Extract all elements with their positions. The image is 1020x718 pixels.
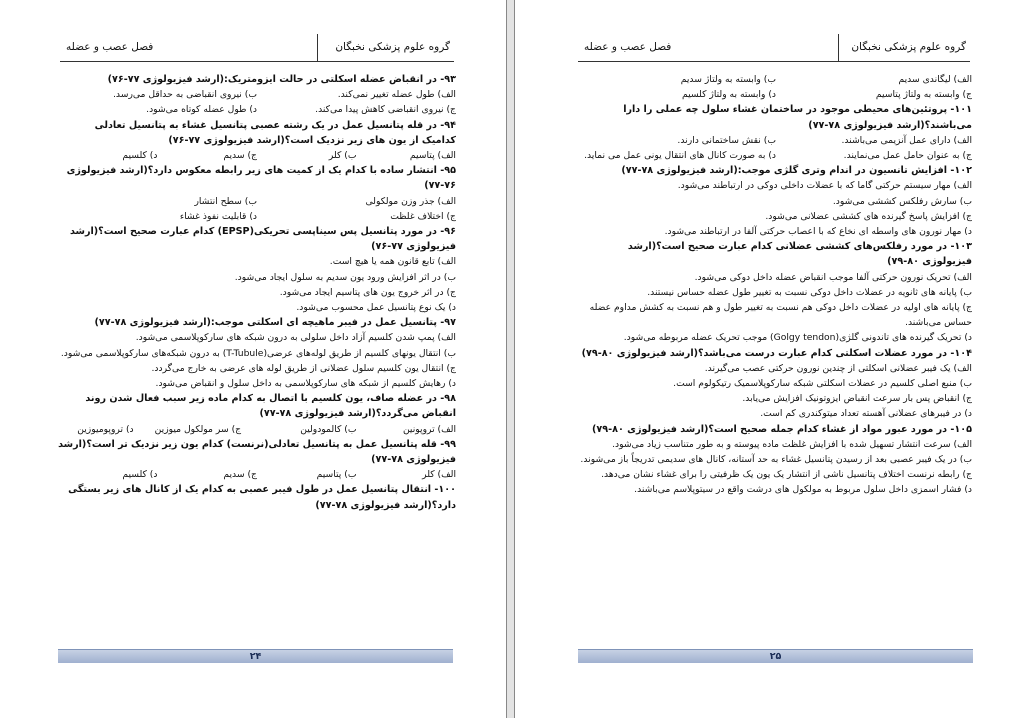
- option-d: د) فشار اسمزی داخل سلول مربوط به مولکول های درشت واقع در سیتوپلاسم می‌باشند.: [634, 484, 972, 496]
- option-d: د) تحریک گیرنده های تاندونی گلژی(Golgy tendon) موجب تحریک عضله مربوطه می‌شود.: [623, 332, 972, 344]
- options-row: [58, 102, 456, 117]
- option-a: الف) یک فیبر عضلانی اسکلتی از چندین نورون حرکتی عصب می‌گیرند.: [704, 362, 972, 374]
- option-d: د) کلسیم: [122, 469, 158, 481]
- question-97: ۹۷- پتانسیل عمل در فیبر ماهیچه ای اسکلتی موجب:(ارشد فیزیولوژی ۷۸-۷۷): [94, 317, 456, 329]
- question-102: ۱۰۲- افزایش تانسیون در اندام وتری گلژی موجب:(ارشد فیزیولوژی ۷۸-۷۷): [621, 165, 972, 177]
- option-c: ج) به عنوان حامل عمل می‌نمایند.: [843, 150, 972, 162]
- options-row: [58, 194, 456, 209]
- options-row: [58, 148, 456, 163]
- option-b: ب) وابسته به ولتاژ سدیم: [680, 74, 776, 85]
- question-93: ۹۳- در انقباض عضله اسکلتی در حالت ایزومتریک:(ارشد فیزیولوژی ۷۷-۷۶): [107, 74, 456, 85]
- option-c: ج) انقباض پس بار سرعت انقباض ایزوتونیک افزایش می‌یابد.: [742, 393, 972, 405]
- option-d: د) کلسیم: [122, 150, 158, 162]
- option-d: د) یک نوع پتانسیل عمل محسوب می‌شود.: [296, 302, 456, 314]
- option-a: الف) سرعت انتشار تسهیل شده با افزایش غلظت ماده پیوسته و به طور متناسب زیاد می‌شود.: [612, 438, 972, 450]
- question-96: ۹۶- در مورد پتانسیل پس سیناپسی تحریکی(EPSP) کدام عبارت صحیح است؟(ارشد فیزیولوژی ۷۷-۷۶): [69, 226, 456, 253]
- option-d: د) وابسته به ولتاژ کلسیم: [681, 89, 776, 101]
- option-c: ج) در اثر خروج یون های پتاسیم ایجاد می‌شود.: [279, 286, 456, 298]
- question-101: ۱۰۱- پروتئین‌های محیطی موجود در ساختمان غشاء سلول چه عملی را دارا می‌باشند؟(ارشد فیزیولوژی ۷۸-۷۷): [623, 104, 972, 131]
- option-a: الف) تحریک نورون حرکتی آلفا موجب انقباض عضله داخل دوکی می‌شود.: [694, 271, 972, 283]
- option-c: ج) نیروی انقباضی کاهش پیدا می‌کند.: [315, 104, 456, 116]
- option-a: الف) لیگاندی سدیم: [898, 74, 972, 85]
- header-separator: [317, 34, 318, 62]
- header-chapter: فصل عصب و عضله: [584, 41, 672, 53]
- question-98: ۹۸- در عضله صاف، یون کلسیم با اتصال به کدام ماده زیر سبب فعال شدن روند انقباض می‌گردد؟(ارشد فیزیولوژی ۷۸-۷۷): [85, 393, 456, 420]
- options-row: [58, 209, 456, 224]
- option-a: الف) کلر: [422, 469, 456, 481]
- options-row: [580, 72, 972, 87]
- option-c: ج) سدیم: [223, 469, 257, 481]
- option-a: الف) پمپ شدن کلسیم آزاد داخل سلولی به درون شبکه های سارکوپلاسمی می‌شود.: [135, 332, 456, 344]
- page-footer: [58, 649, 453, 663]
- option-c: ج) سدیم: [223, 150, 257, 162]
- option-d: د) طول عضله کوتاه می‌شود.: [146, 104, 257, 116]
- question-104: ۱۰۴- در مورد عضلات اسکلتی کدام عبارت درست می‌باشد؟(ارشد فیزیولوژی ۸۰-۷۹): [581, 347, 972, 359]
- header-title: گروه علوم پزشکی نخبگان: [335, 41, 450, 53]
- question-94: ۹۴- در قله پتانسیل عمل در یک رشته عصبی پتانسیل غشاء به پتانسیل تعادلی کدامیک از یون های زیر نزدیک است؟(ارشد فیزیولوژی ۷۷-۷۶): [94, 119, 456, 146]
- options-row: [580, 133, 972, 148]
- option-b: ب) پایانه های ثانویه در عضلات داخل دوکی نسبت به تغییر طول عضله حساس نیستند.: [647, 286, 972, 298]
- question-103: ۱۰۳- در مورد رفلکس‌های کششی عضلانی کدام عبارت صحیح است؟(ارشد فیزیولوژی ۸۰-۷۹): [627, 241, 972, 268]
- option-c: ج) پایانه های اولیه در عضلات داخل دوکی هم نسبت به تغییر طول و هم نسبت به کشش مداوم عضله حساس می‌باشند.: [589, 302, 972, 329]
- page-body: [58, 72, 456, 513]
- option-d: د) مهار نورون های واسطه ای نخاع که با اعصاب حرکتی آلفا در ارتباطند می‌شود.: [664, 226, 972, 238]
- option-a: الف) جذر وزن مولکولی: [365, 195, 456, 207]
- option-b: ب) در اثر افزایش ورود یون سدیم به سلول ایجاد می‌شود.: [234, 271, 456, 283]
- option-c: ج) وابسته به ولتاژ پتاسیم: [875, 89, 972, 101]
- header-rule: [578, 61, 970, 62]
- header-rule: [60, 61, 454, 62]
- option-b: ب) سطح انتشار: [194, 195, 257, 207]
- option-b: ب) منبع اصلی کلسیم در عضلات اسکلتی شبکه سارکوپلاسمیک رتیکولوم است.: [673, 378, 972, 390]
- option-c: ج) سر مولکول میوزین: [154, 423, 242, 435]
- option-d: د) تروپومیوزین: [77, 423, 134, 435]
- option-a: الف) پتاسیم: [409, 150, 456, 162]
- option-b: ب) کالمودولین: [300, 423, 357, 435]
- question-99: ۹۹- قله پتانسیل عمل به پتانسیل تعادلی(نرنست) کدام یون زیر نزدیک تر است؟(ارشد فیزیولوژی ۷۸-۷۷): [58, 438, 456, 466]
- left-page: [0, 0, 504, 718]
- option-b: ب) انتقال یونهای کلسیم از طریق لوله‌های عرضی(T-Tubule) به درون شبکه‌های سارکوپلاسمی می‌شود.: [60, 347, 456, 359]
- option-b: ب) نیروی انقباضی به حداقل می‌رسد.: [113, 89, 257, 101]
- option-a: الف) طول عضله تغییر نمی‌کند.: [337, 89, 456, 101]
- page-header: [60, 34, 454, 62]
- option-b: ب) کلر: [328, 150, 357, 162]
- book-gutter: [506, 0, 515, 718]
- option-d: د) به صورت کانال های انتقال یونی عمل می نماید.: [584, 150, 776, 162]
- option-b: ب) در یک فیبر عصبی بعد از رسیدن پتانسیل غشاء به حد آستانه، کانال های سدیمی تدریجاً باز می‌شوند.: [580, 454, 972, 466]
- option-c: ج) انتقال یون کلسیم سلول عضلانی از طریق لوله های عرضی به خارج می‌گردد.: [151, 362, 456, 374]
- option-c: ج) رابطه نرنست اختلاف پتانسیل ناشی از انتشار یک یون یک ظرفیتی را برای غشاء نشان می‌دهد.: [601, 469, 972, 481]
- options-row: [580, 87, 972, 102]
- options-row: [58, 467, 456, 482]
- page-footer: [578, 649, 973, 663]
- question-95: ۹۵- انتشار ساده با کدام یک از کمیت های زیر رابطه معکوس دارد؟(ارشد فیزیولوژی ۷۶-۷۷): [66, 165, 456, 192]
- page-number: ۲۵: [769, 651, 782, 662]
- options-row: [58, 87, 456, 102]
- question-100: ۱۰۰- انتقال پتانسیل عمل در طول فیبر عصبی به کدام یک از کانال های زیر بستگی دارد؟(ارشد فیزیولوژی ۷۸-۷۷): [68, 484, 456, 511]
- option-b: ب) نقش ساختمانی دارند.: [677, 134, 776, 146]
- option-a: الف) تروپونین: [402, 423, 456, 435]
- header-title: گروه علوم پزشکی نخبگان: [851, 41, 966, 53]
- option-a: الف) دارای عمل آنزیمی می‌باشند.: [841, 134, 972, 146]
- option-b: ب) سارش رفلکس کششی می‌شود.: [832, 195, 972, 207]
- option-a: الف) مهار سیستم حرکتی گاما که با عضلات داخلی دوکی در ارتباطند می‌شود.: [677, 180, 972, 192]
- option-d: د) در فیبرهای عضلانی آهسته تعداد میتوکندری کم است.: [760, 408, 972, 420]
- page-number: ۲۴: [249, 651, 262, 662]
- options-row: [58, 422, 456, 437]
- question-105: ۱۰۵- در مورد عبور مواد از غشاء کدام جمله صحیح است؟(ارشد فیزیولوژی ۸۰-۷۹): [592, 423, 972, 435]
- page-header: [578, 34, 970, 62]
- option-b: ب) پتاسیم: [316, 469, 357, 481]
- option-a: الف) تابع قانون همه یا هیچ است.: [329, 256, 456, 268]
- page-body: [580, 72, 972, 498]
- option-d: د) رهایش کلسیم از شبکه های سارکوپلاسمی به داخل سلول و انقباض می‌شود.: [155, 378, 456, 390]
- header-separator: [838, 34, 839, 62]
- header-chapter: فصل عصب و عضله: [66, 41, 154, 53]
- option-c: ج) افزایش پاسخ گیرنده های کششی عضلانی می‌شود.: [765, 210, 972, 222]
- right-page: [516, 0, 1020, 718]
- option-c: ج) اختلاف غلظت: [390, 210, 456, 222]
- option-d: د) قابلیت نفوذ غشاء: [179, 210, 257, 222]
- options-row: [580, 148, 972, 163]
